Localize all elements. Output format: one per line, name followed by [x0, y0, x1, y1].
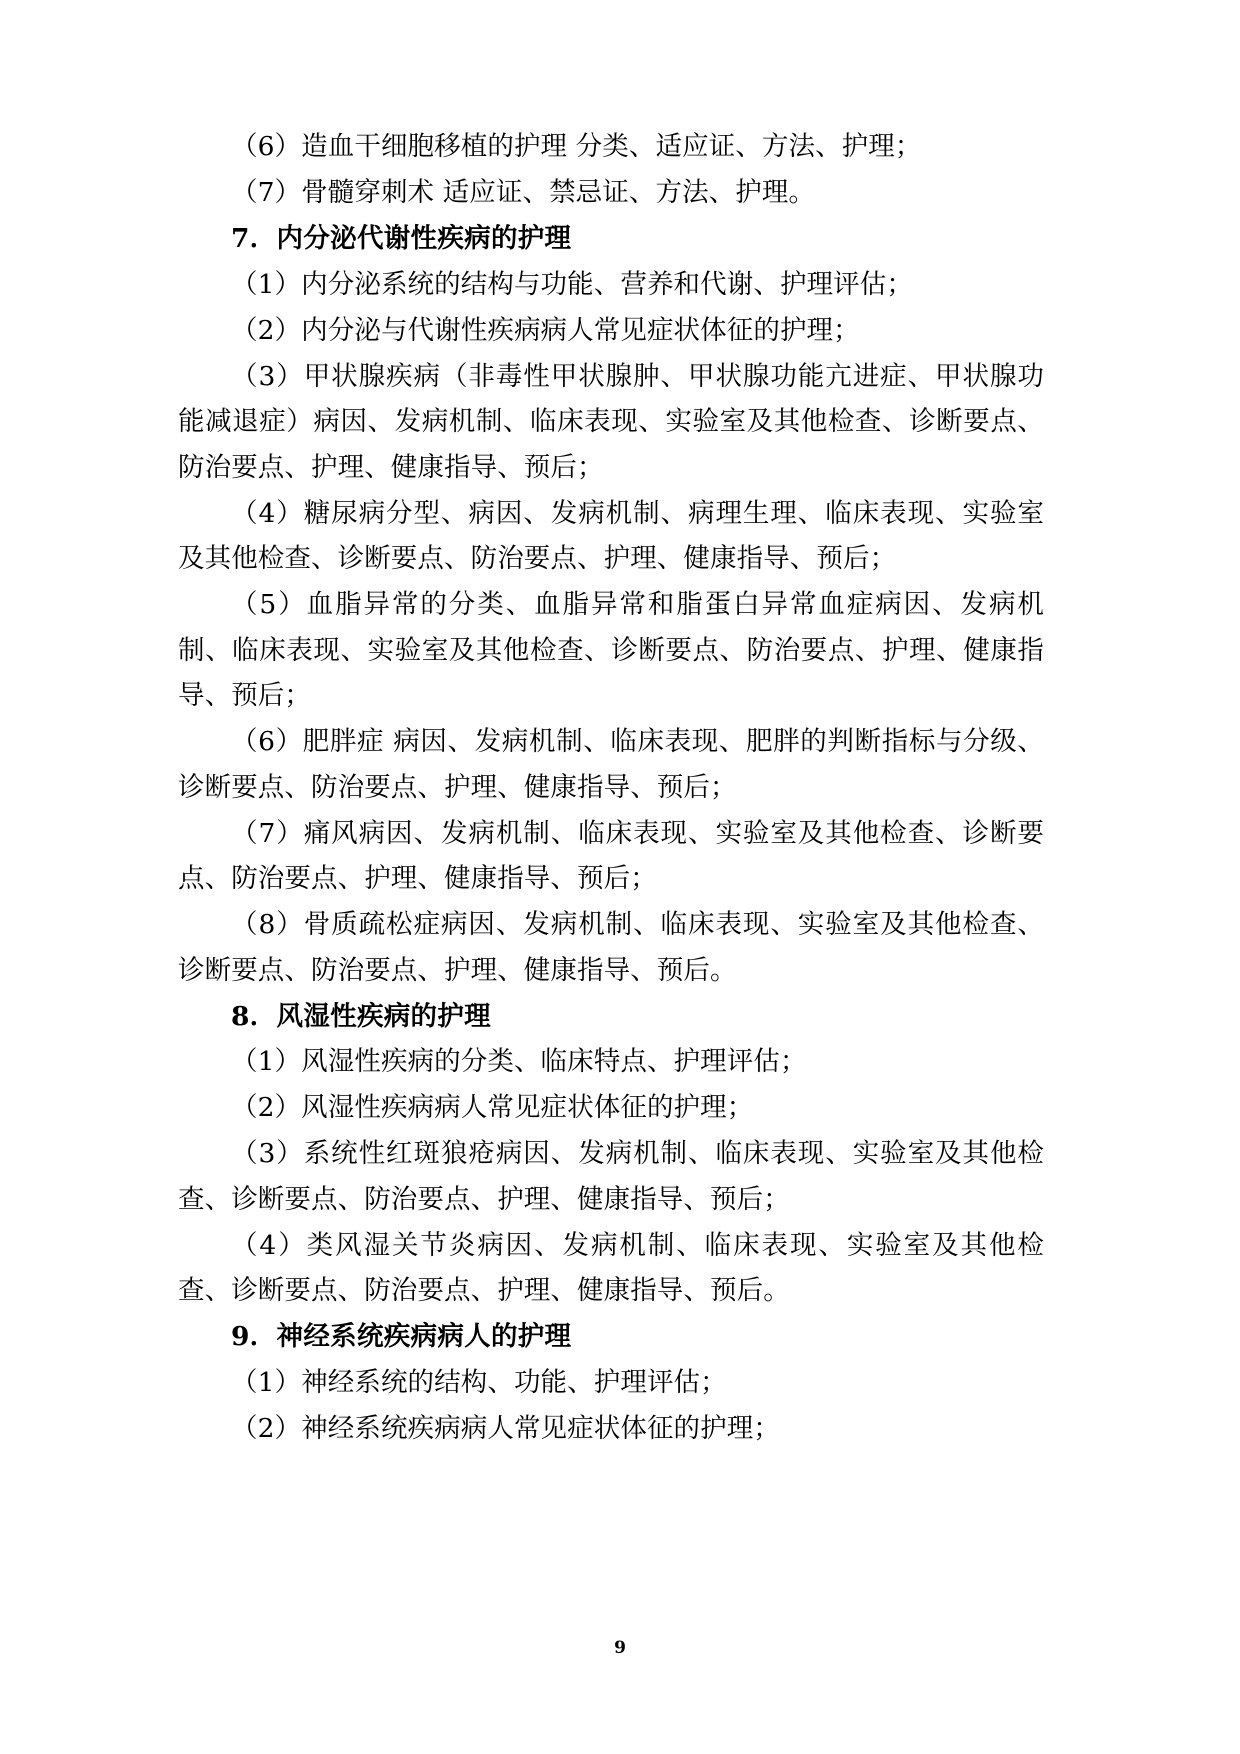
list-item-paragraph: （8）骨质疏松症病因、发病机制、临床表现、实验室及其他检查、诊断要点、防治要点、护理、健康指导、预后。: [178, 909, 1044, 986]
page-content: [178, 124, 1044, 1452]
list-item-paragraph: （6）造血干细胞移植的护理 分类、适应证、方法、护理；: [231, 131, 922, 162]
list-item-paragraph: （1）内分泌系统的结构与功能、营养和代谢、护理评估；: [231, 268, 913, 300]
list-item-paragraph: （3）甲状腺疾病（非毒性甲状腺肿、甲状腺功能亢进症、甲状腺功能减退症）病因、发病机制、临床表现、实验室及其他检查、诊断要点、防治要点、护理、健康指导、预后；: [178, 360, 1044, 483]
list-item-paragraph: （4）类风湿关节炎病因、发病机制、临床表现、实验室及其他检查、诊断要点、防治要点、护理、健康指导、预后。: [178, 1229, 1044, 1306]
list-item-paragraph: （2）风湿性疾病病人常见症状体征的护理；: [231, 1092, 754, 1123]
list-item-paragraph: （2）内分泌与代谢性疾病病人常见症状体征的护理；: [231, 314, 860, 346]
list-item-paragraph: （7）痛风病因、发病机制、临床表现、实验室及其他检查、诊断要点、防治要点、护理、健康指导、预后；: [178, 817, 1044, 894]
section-heading: 9．神经系统疾病病人的护理: [231, 1321, 572, 1352]
list-item-paragraph: （6）肥胖症 病因、发病机制、临床表现、肥胖的判断指标与分级、诊断要点、防治要点、护理、健康指导、预后；: [178, 726, 1044, 803]
list-item-paragraph: （1）风湿性疾病的分类、临床特点、护理评估；: [231, 1046, 807, 1077]
list-item-paragraph: （7）骨髓穿刺术 适应证、禁忌证、方法、护理。: [231, 177, 816, 208]
page-number: 9: [614, 1638, 626, 1658]
list-item-paragraph: （4）糖尿病分型、病因、发病机制、病理生理、临床表现、实验室及其他检查、诊断要点、防治要点、护理、健康指导、预后；: [178, 497, 1044, 574]
list-item-paragraph: （2）神经系统疾病病人常见症状体征的护理；: [231, 1412, 780, 1444]
section-heading: 8．风湿性疾病的护理: [231, 1000, 491, 1032]
list-item-paragraph: （3）系统性红斑狼疮病因、发病机制、临床表现、实验室及其他检查、诊断要点、防治要点、护理、健康指导、预后；: [178, 1138, 1044, 1215]
list-item-paragraph: （1）神经系统的结构、功能、护理评估；: [231, 1366, 727, 1398]
section-heading: 7．内分泌代谢性疾病的护理: [231, 223, 572, 254]
list-item-paragraph: （5）血脂异常的分类、血脂异常和脂蛋白异常血症病因、发病机制、临床表现、实验室及其他检查、诊断要点、防治要点、护理、健康指导、预后；: [178, 589, 1044, 711]
